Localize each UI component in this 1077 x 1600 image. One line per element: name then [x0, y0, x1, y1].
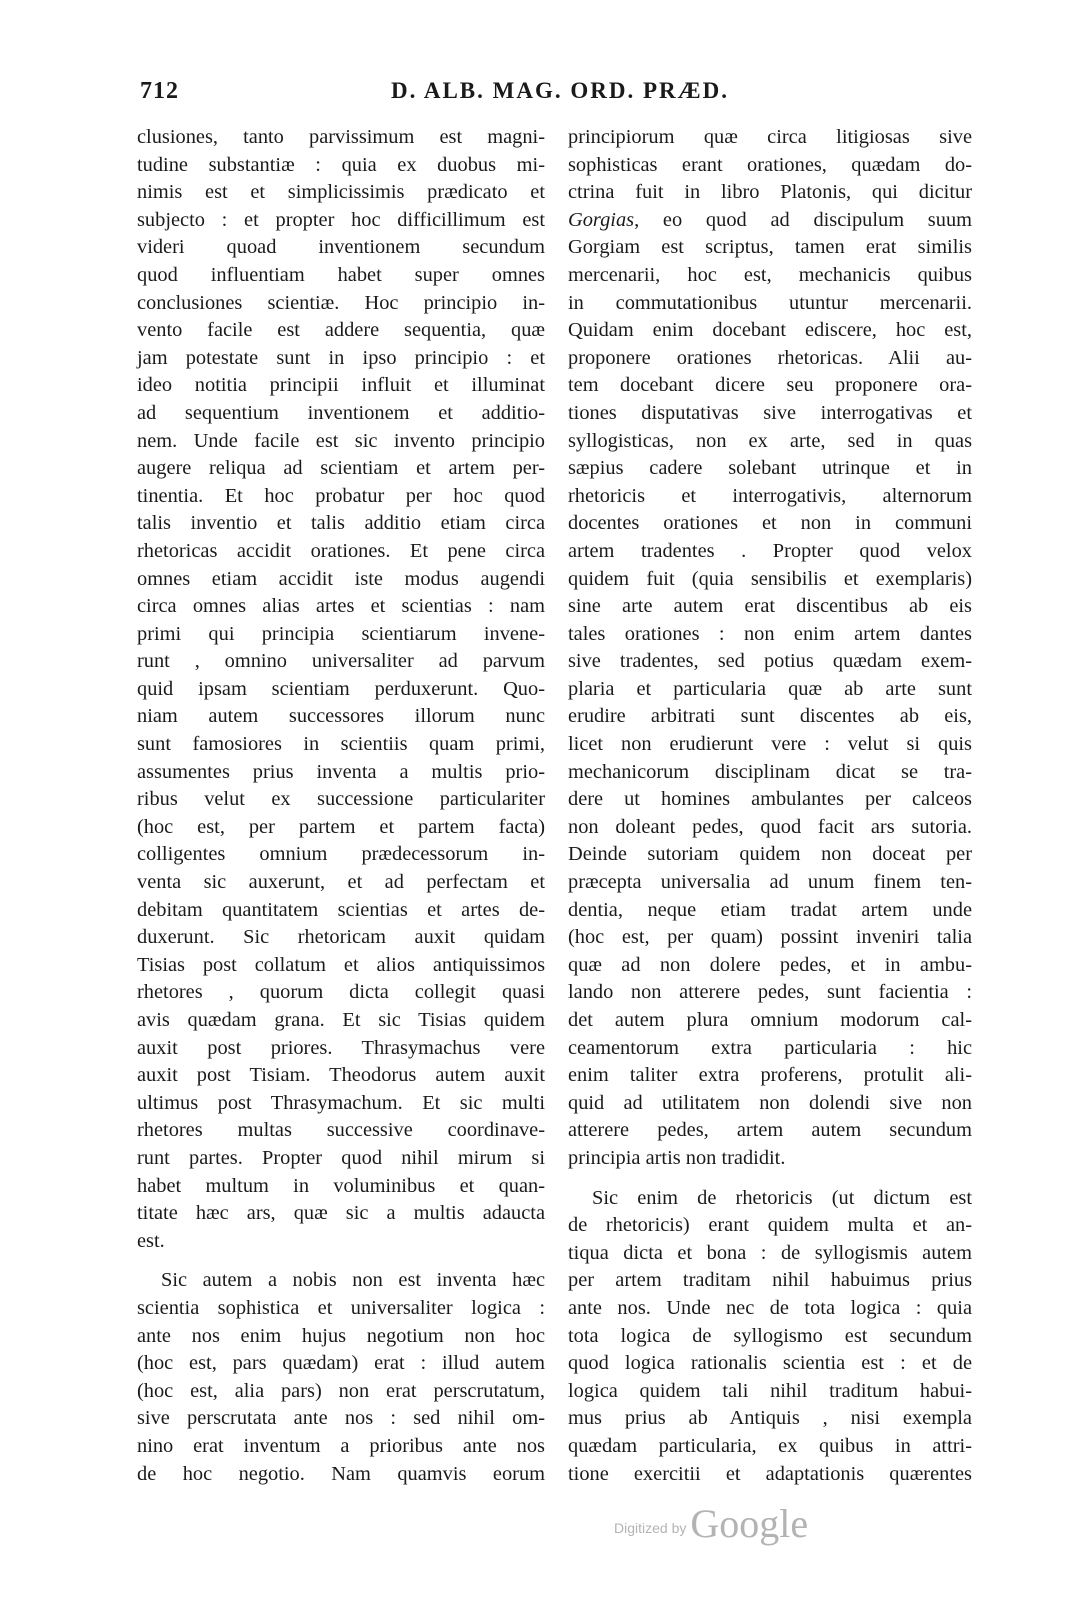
text-line: (hoc est, pars quædam) erat : illud autem	[137, 1352, 545, 1375]
text-line: sine arte autem erat discentibus ab eis	[568, 595, 972, 618]
text-line: sophisticas erant orationes, quædam do-	[568, 153, 972, 176]
text-line: enim taliter extra proferens, protulit ali-	[568, 1064, 972, 1087]
text-line: niam autem successores illorum nunc	[137, 705, 545, 728]
text-line: quod influentiam habet super omnes	[137, 263, 545, 286]
text-line: sunt famosiores in scientiis quam primi,	[137, 733, 545, 756]
text-line: dere ut homines ambulantes per calceos	[568, 788, 972, 811]
text-line: de hoc negotio. Nam quamvis eorum	[137, 1462, 545, 1485]
text-line: clusiones, tanto parvissimum est magni-	[137, 126, 545, 148]
text-line: debitam quantitatem scientias et artes de-	[137, 898, 545, 921]
digitized-by-label: Digitized by	[614, 1520, 687, 1536]
text-line: runt , omnino universaliter ad parvum	[137, 650, 545, 673]
text-line: sæpius cadere solebant utrinque et in	[568, 457, 972, 480]
text-line: mercenarii, hoc est, mechanicis quibus	[568, 263, 972, 286]
text-line: præcepta universalia ad unum finem ten-	[568, 871, 972, 894]
text-line: primi qui principia scientiarum invene-	[137, 622, 545, 645]
text-line: colligentes omnium prædecessorum in-	[137, 843, 545, 866]
text-line: ante nos enim hujus negotium non hoc	[137, 1324, 545, 1347]
text-line: vento facile est addere sequentia, quæ	[137, 319, 545, 342]
text-line: tudine substantiæ : quia ex duobus mi-	[137, 153, 545, 176]
text-line: principiorum quæ circa litigiosas sive	[568, 126, 972, 148]
text-line: tinentia. Et hoc probatur per hoc quod	[137, 484, 545, 507]
text-line: nimis est et simplicissimis prædicato et	[137, 181, 545, 204]
google-logo: Google	[690, 1501, 809, 1546]
text-line: quid ipsam scientiam perduxerunt. Quo-	[137, 677, 545, 700]
text-line: ultimus post Thrasymachum. Et sic multi	[137, 1091, 545, 1114]
text-line: tem docebant dicere seu proponere ora-	[568, 374, 972, 397]
text-line: erudire arbitrati sunt discentes ab eis,	[568, 705, 972, 728]
text-line: artem tradentes . Propter quod velox	[568, 539, 972, 562]
text-line: proponere orationes rhetoricas. Alii au-	[568, 346, 972, 369]
text-line: assumentes prius inventa a multis prio-	[137, 760, 545, 783]
text-line: tione exercitii et adaptationis quærentes	[568, 1462, 972, 1485]
text-line: Tisias post collatum et alios antiquissimos	[137, 953, 545, 976]
text-line: venta sic auxerunt, et ad perfectam et	[137, 871, 545, 894]
text-line: mus prius ab Antiquis , nisi exempla	[568, 1407, 972, 1430]
text-line: quæ ad non dolere pedes, et in ambu-	[568, 953, 972, 976]
text-line: auxit post priores. Thrasymachus vere	[137, 1036, 545, 1059]
text-line: duxerunt. Sic rhetoricam auxit quidam	[137, 926, 545, 949]
text-line: logica quidem tali nihil traditum habui-	[568, 1379, 972, 1402]
text-line: non doleant pedes, quod facit ars sutoria.	[568, 815, 972, 838]
text-line: circa omnes alias artes et scientias : nam	[137, 595, 545, 618]
text-line: ante nos. Unde nec de tota logica : quia	[568, 1296, 972, 1319]
text-line: (hoc est, alia pars) non erat perscrutatum,	[137, 1379, 545, 1402]
text-line: Deinde sutoriam quidem non doceat per	[568, 843, 972, 866]
text-line: syllogisticas, non ex arte, sed in quas	[568, 429, 972, 452]
text-line: scientia sophistica et universaliter logica :	[137, 1296, 545, 1319]
text-line: tota logica de syllogismo est secundum	[568, 1324, 972, 1347]
text-line: videri quoad inventionem secundum	[137, 236, 545, 259]
text-line: principia artis non tradidit.	[568, 1146, 786, 1169]
text-line: (hoc est, per quam) possint inveniri talia	[568, 926, 972, 949]
text-line: licet non erudierunt vere : velut si quis	[568, 733, 972, 756]
text-line: Gorgias, eo quod ad discipulum suum	[568, 208, 972, 231]
page-number: 712	[140, 78, 179, 104]
digitized-watermark	[614, 1500, 808, 1544]
text-line: per artem traditam nihil habuimus prius	[568, 1269, 972, 1292]
text-line: subjecto : et propter hoc difficillimum est	[137, 208, 545, 231]
text-line: rhetoricis et interrogativis, alternorum	[568, 484, 972, 507]
text-line: runt partes. Propter quod nihil mirum si	[137, 1146, 545, 1169]
text-line: habet multum in voluminibus et quan-	[137, 1174, 545, 1197]
paragraph-gap	[568, 1173, 972, 1185]
text-line: Gorgiam est scriptus, tamen erat similis	[568, 236, 972, 259]
text-line: Sic enim de rhetoricis (ut dictum est	[592, 1186, 972, 1209]
text-line: ad sequentium inventionem et additio-	[137, 401, 545, 424]
text-line: Quidam enim docebant ediscere, hoc est,	[568, 319, 972, 342]
text-line: rhetores multas successive coordinave-	[137, 1119, 545, 1142]
text-line: rhetoricas accidit orationes. Et pene circa	[137, 539, 545, 562]
text-line: tiqua dicta et bona : de syllogismis autem	[568, 1241, 972, 1264]
text-line: sive tradentes, sed potius quædam exem-	[568, 650, 972, 673]
text-line: quidem fuit (quia sensibilis et exemplaris)	[568, 567, 972, 590]
text-line: atterere pedes, artem autem secundum	[568, 1119, 972, 1142]
text-line: auxit post Tisiam. Theodorus autem auxit	[137, 1064, 545, 1087]
text-line: lando non atterere pedes, sunt facientia :	[568, 981, 972, 1004]
left-text-column	[137, 124, 545, 1488]
text-line: Sic autem a nobis non est inventa hæc	[161, 1269, 545, 1292]
text-line: tales orationes : non enim artem dantes	[568, 622, 972, 645]
text-line: ceamentorum extra particularia : hic	[568, 1036, 972, 1059]
text-line: det autem plura omnium modorum cal-	[568, 1009, 972, 1031]
text-line: talis inventio et talis additio etiam circa	[137, 512, 545, 535]
text-line: tiones disputativas sive interrogativas et	[568, 401, 972, 424]
text-line: dentia, neque etiam tradat artem unde	[568, 898, 972, 921]
page-header	[140, 78, 980, 112]
text-line: quod logica rationalis scientia est : et de	[568, 1352, 972, 1375]
text-line: jam potestate sunt in ipso principio : et	[137, 346, 545, 369]
paragraph-gap	[137, 1255, 545, 1267]
text-line: (hoc est, per partem et partem facta)	[137, 815, 545, 838]
text-line: ideo notitia principii influit et illuminat	[137, 374, 545, 397]
text-line: nino erat inventum a prioribus ante nos	[137, 1434, 545, 1457]
text-line: omnes etiam accidit iste modus augendi	[137, 567, 545, 590]
text-line: titate hæc ars, quæ sic a multis adaucta	[137, 1202, 545, 1225]
text-line: avis quædam grana. Et sic Tisias quidem	[137, 1009, 545, 1031]
text-line: plaria et particularia quæ ab arte sunt	[568, 677, 972, 700]
text-line: ribus velut ex successione particulariter	[137, 788, 545, 811]
text-line: sive perscrutata ante nos : sed nihil om-	[137, 1407, 545, 1430]
right-text-column	[568, 124, 972, 1488]
text-line: est.	[137, 1229, 165, 1252]
text-line: docentes orationes et non in communi	[568, 512, 972, 535]
running-title: D. ALB. MAG. ORD. PRÆD.	[391, 78, 729, 103]
text-line: quid ad utilitatem non dolendi sive non	[568, 1091, 972, 1114]
text-line: augere reliqua ad scientiam et artem per-	[137, 457, 545, 480]
text-line: ctrina fuit in libro Platonis, qui dicitur	[568, 181, 972, 204]
text-line: rhetores , quorum dicta collegit quasi	[137, 981, 545, 1004]
text-line: quædam particularia, ex quibus in attri-	[568, 1434, 972, 1457]
text-line: in commutationibus utuntur mercenarii.	[568, 291, 972, 314]
text-line: mechanicorum disciplinam dicat se tra-	[568, 760, 972, 783]
text-line: nem. Unde facile est sic invento principio	[137, 429, 545, 452]
text-line: conclusiones scientiæ. Hoc principio in-	[137, 291, 545, 314]
text-line: de rhetoricis) erant quidem multa et an-	[568, 1214, 972, 1237]
